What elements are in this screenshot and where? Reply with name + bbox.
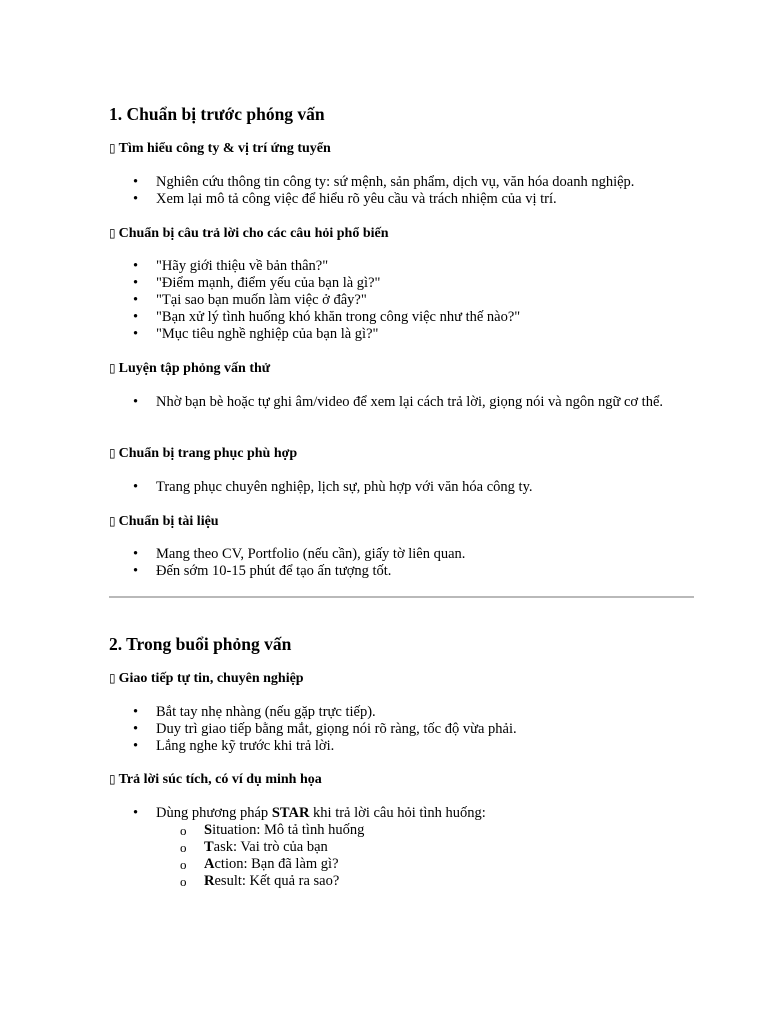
bullet-list	[109, 258, 746, 343]
checkbox-glyph-icon: ▯	[109, 514, 116, 528]
section-1-title: 1. Chuẩn bị trước phóng vấn	[109, 104, 325, 124]
star-rest: ask: Vai trò của bạn	[213, 839, 328, 855]
block-company-research	[109, 139, 699, 158]
section-2-title: 2. Trong buổi phỏng vấn	[109, 634, 292, 654]
block-mock-interview	[109, 359, 699, 378]
block-heading: Luyện tập phỏng vấn thử	[118, 361, 271, 376]
block-heading: Chuẩn bị tài liệu	[118, 514, 219, 529]
block-heading: Trả lời súc tích, có ví dụ minh họa	[118, 772, 322, 787]
list-item: • Bắt tay nhẹ nhàng (nếu gặp trực tiếp).	[156, 704, 746, 721]
bullet-list	[109, 704, 746, 755]
checkbox-glyph-icon: ▯	[109, 671, 116, 685]
star-item	[204, 822, 746, 839]
bullet-list	[109, 805, 746, 890]
star-intro-after: khi trả lời câu hỏi tình huống:	[309, 805, 486, 821]
checkbox-glyph-icon: ▯	[109, 446, 116, 460]
star-letter: S	[204, 822, 213, 838]
block-communication	[109, 669, 699, 688]
block-heading: Chuẩn bị trang phục phù hợp	[118, 446, 298, 461]
star-intro-before: Dùng phương pháp	[156, 805, 272, 821]
bullet-list	[109, 394, 736, 411]
list-item: • Nhờ bạn bè hoặc tự ghi âm/video để xem lại cách trả lời, giọng nói và ngôn ngữ cơ thể.	[156, 394, 736, 411]
block-attire	[109, 444, 699, 463]
list-item: • Xem lại mô tả công việc để hiểu rõ yêu cầu và trách nhiệm của vị trí.	[156, 191, 746, 208]
list-item-star	[156, 805, 746, 890]
block-common-questions	[109, 224, 699, 243]
list-item: • Lắng nghe kỹ trước khi trả lời.	[156, 738, 746, 755]
section-divider	[109, 596, 694, 598]
star-letter: T	[204, 839, 214, 855]
bullet-list	[109, 479, 746, 496]
block-heading: Tìm hiểu công ty & vị trí ứng tuyển	[118, 141, 331, 156]
star-intro-bold: STAR	[271, 805, 310, 821]
list-item: • Mang theo CV, Portfolio (nếu cần), giấy tờ liên quan.	[156, 546, 746, 563]
checkbox-glyph-icon: ▯	[109, 772, 116, 786]
list-item: • Trang phục chuyên nghiệp, lịch sự, phù hợp với văn hóa công ty.	[156, 479, 746, 496]
checkbox-glyph-icon: ▯	[109, 141, 116, 155]
star-rest: ction: Bạn đã làm gì?	[214, 856, 339, 872]
checkbox-glyph-icon: ▯	[109, 226, 116, 240]
block-heading: Chuẩn bị câu trả lời cho các câu hỏi phổ biến	[118, 226, 389, 241]
list-item: • Đến sớm 10-15 phút để tạo ấn tượng tốt.	[156, 563, 746, 580]
star-rest: esult: Kết quả ra sao?	[214, 873, 340, 889]
list-item: • "Bạn xử lý tình huống khó khăn trong công việc như thế nào?"	[156, 309, 746, 326]
list-item: • "Tại sao bạn muốn làm việc ở đây?"	[156, 292, 746, 309]
bullet-list	[109, 174, 746, 208]
block-documents	[109, 512, 699, 531]
block-heading: Giao tiếp tự tin, chuyên nghiệp	[118, 671, 304, 686]
list-item: • "Hãy giới thiệu về bản thân?"	[156, 258, 746, 275]
star-letter: R	[204, 873, 215, 889]
star-item	[204, 839, 746, 856]
star-rest: ituation: Mô tả tình huống	[212, 822, 365, 838]
bullet-list	[109, 546, 746, 580]
star-letter: A	[204, 856, 215, 872]
list-item: • Nghiên cứu thông tin công ty: sứ mệnh, sản phẩm, dịch vụ, văn hóa doanh nghiệp.	[156, 174, 746, 191]
list-item: • Duy trì giao tiếp bằng mắt, giọng nói rõ ràng, tốc độ vừa phải.	[156, 721, 746, 738]
star-item	[204, 856, 746, 873]
star-sublist	[156, 822, 746, 890]
checkbox-glyph-icon: ▯	[109, 361, 116, 375]
list-item: • "Mục tiêu nghề nghiệp của bạn là gì?"	[156, 326, 746, 343]
list-item: • "Điểm mạnh, điểm yếu của bạn là gì?"	[156, 275, 746, 292]
block-concise-answers	[109, 770, 699, 789]
star-item	[204, 873, 746, 890]
